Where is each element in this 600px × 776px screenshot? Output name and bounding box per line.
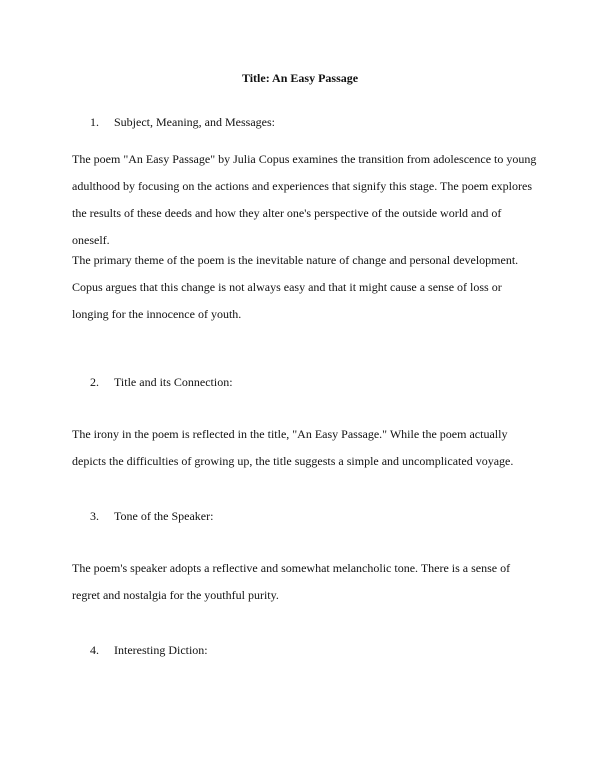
section-heading-text: Title and its Connection: — [114, 375, 233, 389]
paragraph-line: depicts the difficulties of growing up, the title suggests a simple and uncomplicated voyage. — [72, 454, 514, 468]
section-heading-4 — [90, 642, 208, 658]
section-number: 1. — [90, 115, 99, 129]
paragraph-line: oneself. — [72, 233, 110, 247]
paragraph-line: The irony in the poem is reflected in the title, "An Easy Passage." While the poem actually — [72, 427, 508, 441]
section-heading-2 — [90, 374, 233, 390]
section-number: 4. — [90, 643, 99, 657]
section-heading-text: Tone of the Speaker: — [114, 509, 214, 523]
section-heading-1 — [90, 114, 275, 130]
section-heading-3 — [90, 508, 213, 524]
paragraph-tone — [72, 555, 542, 609]
section-heading-text: Interesting Diction: — [114, 643, 208, 657]
paragraph-line: adulthood by focusing on the actions and experiences that signify this stage. The poem explores — [72, 179, 533, 193]
paragraph-subject-2 — [72, 247, 542, 328]
section-number: 3. — [90, 509, 99, 523]
paragraph-line: Copus argues that this change is not always easy and that it might cause a sense of loss or — [72, 280, 502, 294]
paragraph-line: regret and nostalgia for the youthful purity. — [72, 588, 279, 602]
paragraph-line: The poem's speaker adopts a reflective and somewhat melancholic tone. There is a sense of — [72, 561, 511, 575]
paragraph-line: longing for the innocence of youth. — [72, 307, 242, 321]
paragraph-line: The poem "An Easy Passage" by Julia Copus examines the transition from adolescence to young — [72, 152, 537, 166]
paragraph-line: the results of these deeds and how they alter one's perspective of the outside world and of — [72, 206, 502, 220]
paragraph-title-connection — [72, 421, 542, 475]
paragraph-subject-1 — [72, 146, 542, 254]
section-heading-text: Subject, Meaning, and Messages: — [114, 115, 275, 129]
section-number: 2. — [90, 375, 99, 389]
document-title: Title: An Easy Passage — [241, 71, 359, 85]
paragraph-line: The primary theme of the poem is the inevitable nature of change and personal development. — [72, 253, 519, 267]
